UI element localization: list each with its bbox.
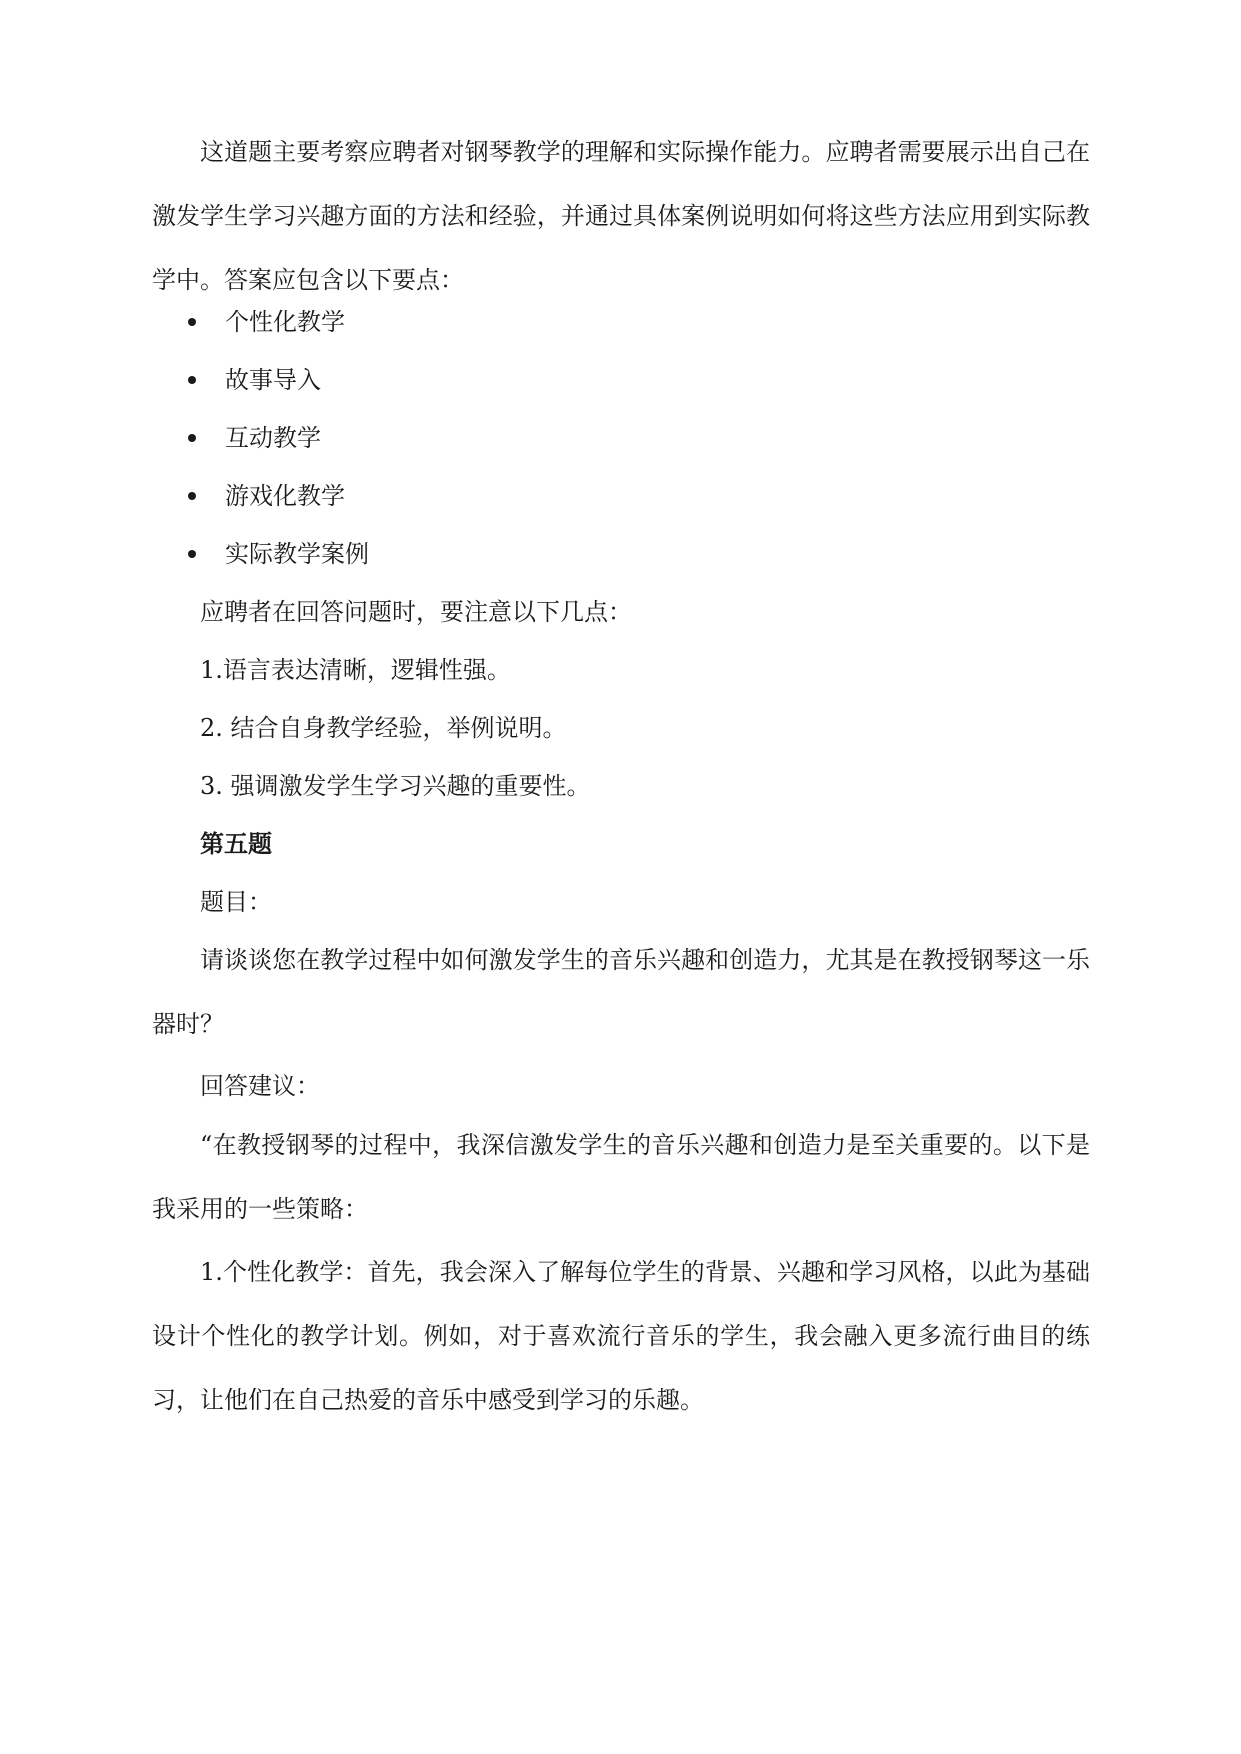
question-label: 题目：	[200, 888, 272, 916]
answer-point-1: 1.个性化教学：首先，我会深入了解每位学生的背景、兴趣和学习风格，以此为基础设计个性化的教学计划。例如，对于喜欢流行音乐的学生，我会融入更多流行曲目的练习，让他们在自己热爱的音乐中感受到学习的乐趣。	[152, 1258, 1090, 1414]
bullet-icon	[188, 318, 196, 326]
note-item: 3. 强调激发学生学习兴趣的重要性。	[200, 772, 591, 800]
bullet-icon	[188, 550, 196, 558]
bullet-icon	[188, 492, 196, 500]
intro-paragraph: 这道题主要考察应聘者对钢琴教学的理解和实际操作能力。应聘者需要展示出自己在激发学生学习兴趣方面的方法和经验，并通过具体案例说明如何将这些方法应用到实际教学中。答案应包含以下要点：	[152, 138, 1090, 294]
section-title: 第五题	[200, 829, 272, 858]
note-item: 1.语言表达清晰，逻辑性强。	[200, 656, 511, 684]
question-text: 请谈谈您在教学过程中如何激发学生的音乐兴趣和创造力，尤其是在教授钢琴这一乐器时？	[152, 946, 1090, 1038]
notes-heading: 应聘者在回答问题时，要注意以下几点：	[200, 598, 632, 626]
answer-intro: “在教授钢琴的过程中，我深信激发学生的音乐兴趣和创造力是至关重要的。以下是我采用的一些策略：	[152, 1131, 1090, 1223]
bullet-icon	[188, 434, 196, 442]
document-page: 这道题主要考察应聘者对钢琴教学的理解和实际操作能力。应聘者需要展示出自己在激发学生学习兴趣方面的方法和经验，并通过具体案例说明如何将这些方法应用到实际教学中。答案应包含以下要点： 个性化教学 故事导入 互动教学 游戏化教学 实际教学案例 应聘者在回答问题时，要注意以下几点： 1.语言表达清晰，逻辑性强。 2. 结合自身教学经验，举例说明。 3. 强调激发学生学习兴趣的重要性。 第五题 题目： 请谈谈您在教学过程中如何激发学生的音乐兴趣和创造力，尤其是在教授钢琴这一乐器时？ 回答建议： “在教授钢琴的过程中，我深信激发学生的音乐兴趣和创造力是至关重要的。以下是我采用的一些策略： 1.个性化教学：首先，我会深入了解每位学生的背景、兴趣和学习风格，以此为基础设计个性化的教学计划。例如，对于喜欢流行音乐的学生，我会融入更多流行曲目的练习，让他们在自己热爱的音乐中感受到学习的乐趣。	[0, 0, 1241, 1754]
bullet-icon	[188, 376, 196, 384]
answer-label: 回答建议：	[200, 1072, 320, 1100]
note-item: 2. 结合自身教学经验，举例说明。	[200, 714, 567, 742]
